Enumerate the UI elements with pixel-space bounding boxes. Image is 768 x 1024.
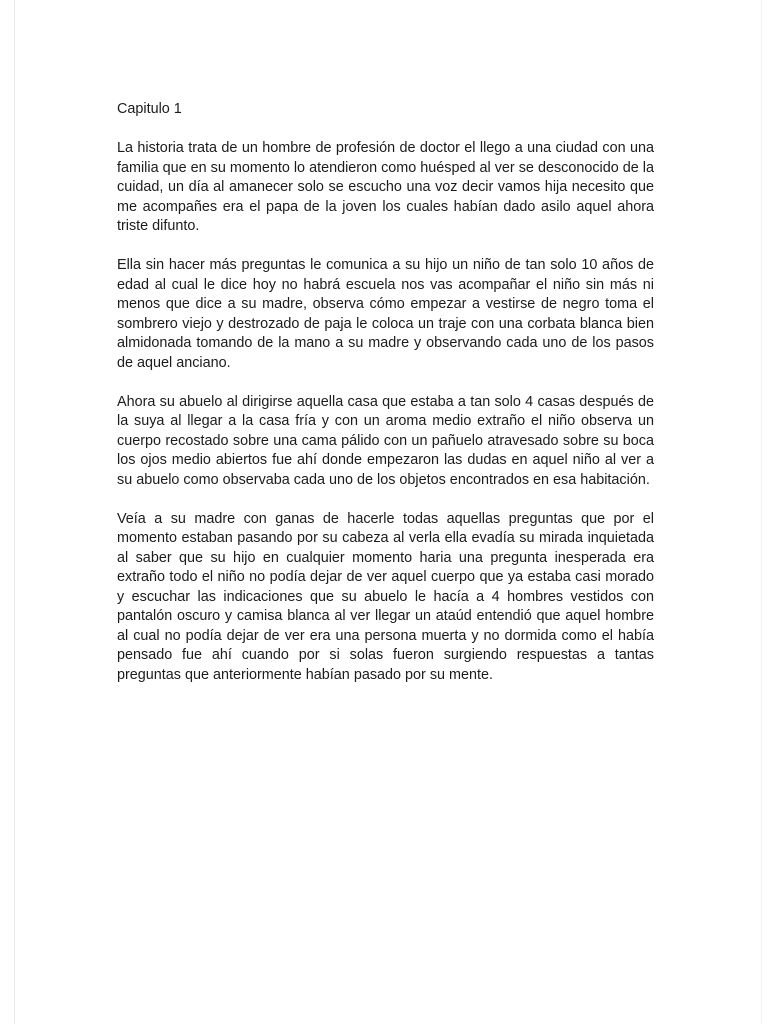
page-edge-right [761, 0, 762, 1024]
paragraph-2: Ella sin hacer más preguntas le comunica a su hijo un niño de tan solo 10 años de edad al cual le dice hoy no habrá escuela nos vas acompañar el niño sin más ni menos que dice a su madre, observa cómo empezar a vestirse de negro toma el sombrero viejo y destrozado de paja le coloca un traje con una corbata blanca bien almidonada tomando de la mano a su madre y observando cada uno de los pasos de aquel anciano. [117, 257, 654, 371]
paragraph-1: La historia trata de un hombre de profesión de doctor el llego a una ciudad con una familia que en su momento lo atendieron como huésped al ver se desconocido de la cuidad, un día al amanecer solo se escucho una voz decir vamos hija necesito que me acompañes era el papa de la joven los cuales habían dado asilo aquel ahora triste difunto. [117, 140, 654, 234]
page-edge-left [14, 0, 15, 1024]
chapter-heading: Capitulo 1 [117, 101, 182, 117]
paragraph-3: Ahora su abuelo al dirigirse aquella casa que estaba a tan solo 4 casas después de la suya al llegar a la casa fría y con un aroma medio extraño el niño observa un cuerpo recostado sobre una cama pálido con un pañuelo atravesado sobre su boca los ojos medio abiertos fue ahí donde empezaron las dudas en aquel niño al ver a su abuelo como observaba cada uno de los objetos encontrados en esa habitación. [117, 393, 654, 488]
document-body [117, 100, 654, 705]
paragraph-4: Veía a su madre con ganas de hacerle todas aquellas preguntas que por el momento estaban pasando por su cabeza al verla ella evadía su mirada inquietada al saber que su hijo en cualquier momento haria una pregunta inesperada era extraño todo el niño no podía dejar de ver aquel cuerpo que ya estaba casi morado y escuchar las indicaciones que su abuelo le hacía a 4 hombres vestidos con pantalón oscuro y camisa blanca al ver llegar un ataúd entendió que aquel hombre al cual no podía dejar de ver era una persona muerta y no dormida como el había pensado fue ahí cuando por si solas fueron surgiendo respuestas a tantas preguntas que anteriormente habían pasado por su mente. [117, 510, 654, 683]
